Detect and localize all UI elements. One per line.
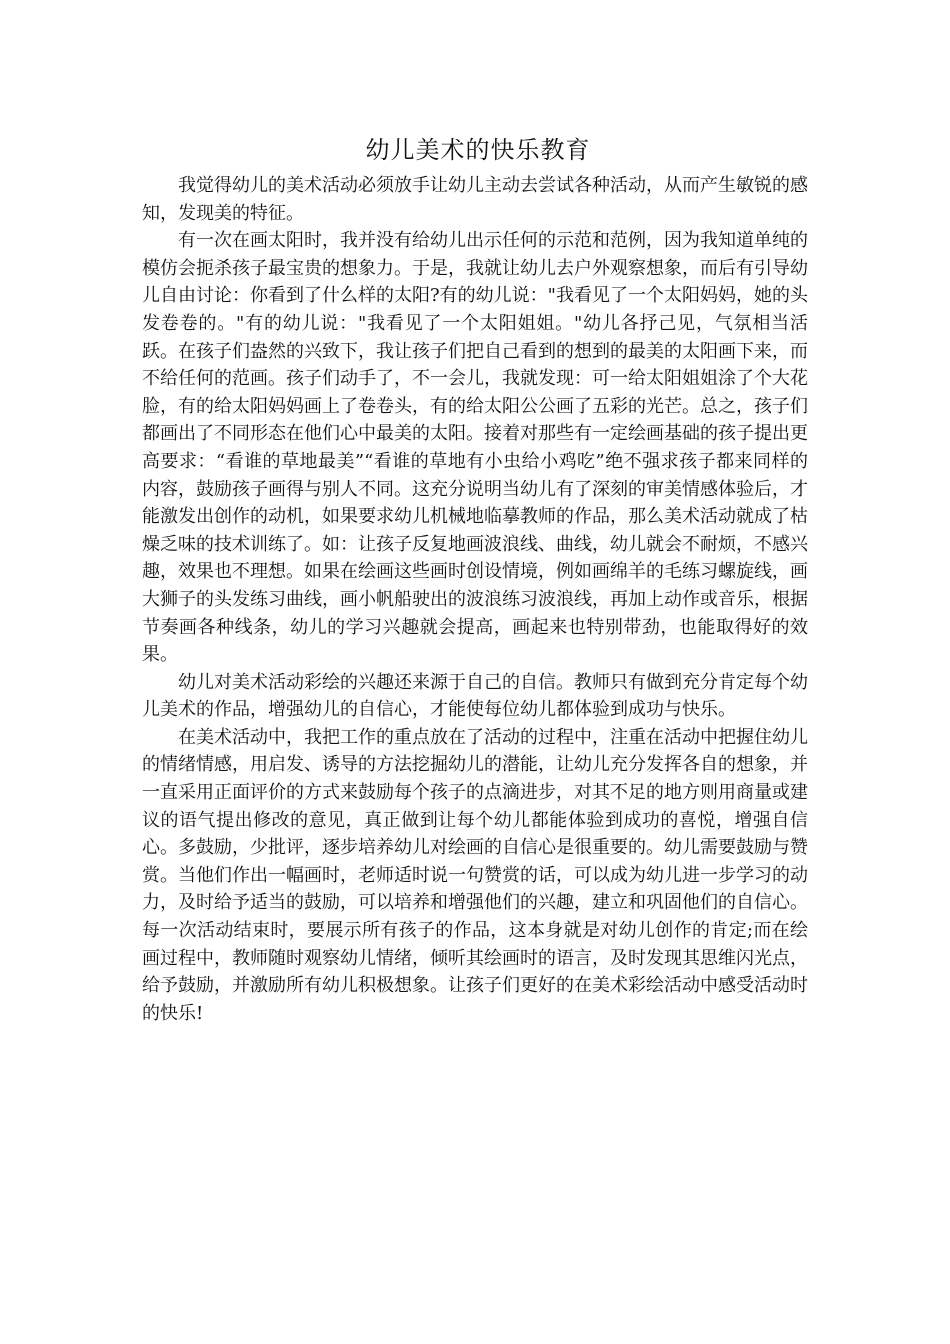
paragraph-1: 我觉得幼儿的美术活动必须放手让幼儿主动去尝试各种活动，从而产生敏锐的感知，发现美的特征。 (142, 175, 808, 224)
document-title: 幼儿美术的快乐教育 (365, 136, 591, 164)
document-page (142, 128, 808, 1027)
paragraph-2: 有一次在画太阳时，我并没有给幼儿出示任何的示范和范例，因为我知道单纯的模仿会扼杀孩子最宝贵的想象力。于是，我就让幼儿去户外观察想象，而后有引导幼儿自由讨论：你看到了什么样的太阳?有的幼儿说："我看见了一个太阳妈妈，她的头发卷卷的。"有的幼儿说："我看见了一个太阳姐姐。"幼儿各抒己见，气氛相当活跃。在孩子们盎然的兴致下，我让孩子们把自己看到的想到的最美的太阳画下来，而不给任何的范画。孩子们动手了，不一会儿，我就发现：可一给太阳姐姐涂了个大花脸，有的给太阳妈妈画上了卷卷头，有的给太阳公公画了五彩的光芒。总之，孩子们都画出了不同形态在他们心中最美的太阳。接着对那些有一定绘画基础的孩子提出更高要求：“看谁的草地最美”“看谁的草地有小虫给小鸡吃”绝不强求孩子都来同样的内容，鼓励孩子画得与别人不同。这充分说明当幼儿有了深刻的审美情感体验后，才能激发出创作的动机，如果要求幼儿机械地临摹教师的作品，那么美术活动就成了枯燥乏味的技术训练了。如：让孩子反复地画波浪线、曲线，幼儿就会不耐烦，不感兴趣，效果也不理想。如果在绘画这些画时创设情境，例如画绵羊的毛练习螺旋线，画大狮子的头发练习曲线，画小帆船驶出的波浪练习波浪线，再加上动作或音乐，根据节奏画各种线条，幼儿的学习兴趣就会提高，画起来也特别带劲，也能取得好的效果。 (142, 230, 808, 666)
paragraph-4: 在美术活动中，我把工作的重点放在了活动的过程中，注重在活动中把握住幼儿的情绪情感，用启发、诱导的方法挖掘幼儿的潜能，让幼儿充分发挥各自的想象，并一直采用正面评价的方式来鼓励每个孩子的点滴进步，对其不足的地方则用商量或建议的语气提出修改的意见，真正做到让每个幼儿都能体验到成功的喜悦，增强自信心。多鼓励，少批评，逐步培养幼儿对绘画的自信心是很重要的。幼儿需要鼓励与赞赏。当他们作出一幅画时，老师适时说一句赞赏的话，可以成为幼儿进一步学习的动力，及时给予适当的鼓励，可以培养和增强他们的兴趣，建立和巩固他们的自信心。每一次活动结束时，要展示所有孩子的作品，这本身就是对幼儿创作的肯定;而在绘画过程中，教师随时观察幼儿情绪，倾听其绘画时的语言，及时发现其思维闪光点，给予鼓励，并激励所有幼儿积极想象。让孩子们更好的在美术彩绘活动中感受活动时的快乐! (142, 726, 808, 1024)
paragraph-3: 幼儿对美术活动彩绘的兴趣还来源于自己的自信。教师只有做到充分肯定每个幼儿美术的作品，增强幼儿的自信心，才能使每位幼儿都体验到成功与快乐。 (142, 671, 808, 721)
